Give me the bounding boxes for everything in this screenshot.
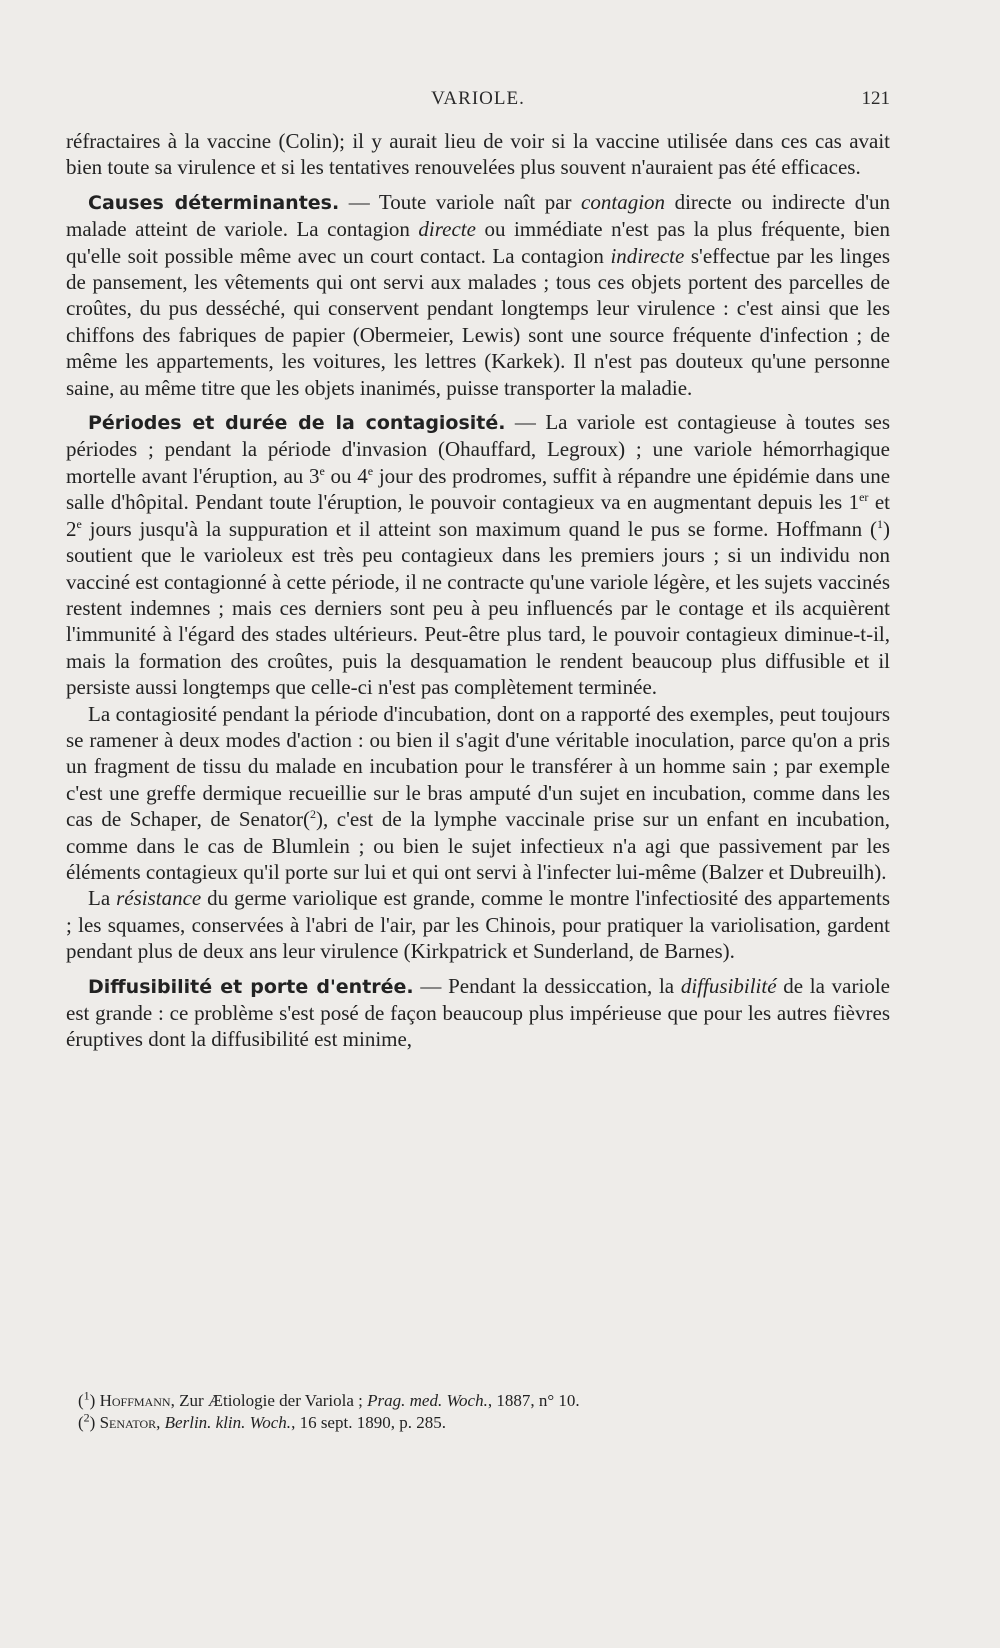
running-title: VARIOLE. xyxy=(431,88,525,109)
page-number: 121 xyxy=(861,88,890,109)
footnote-ref: 1 xyxy=(877,516,883,531)
footnote-1: ($^1$) Hoffmann, Zur Ætiologie der Variola ; Prag. med. Woch., 1887, n° 10. xyxy=(78,1388,580,1410)
paragraph-resistance: La résistance du germe variolique est grande, comme le montre l'infectiosité des appartements ; les squames, conservées à l'abri de l'air, par les Chinois, pour pratiquer la variolisation, gardent pendant plus de deux ans leur virulence (Kirkpatrick et Sunderland, de Barnes). xyxy=(66,886,890,964)
footnote-ref: 2 xyxy=(309,807,316,822)
section-heading: Diffusibilité et porte d'entrée. xyxy=(88,975,414,998)
section-periodes: Périodes et durée de la contagiosité. — La variole est contagieuse à toutes ses périodes ; pendant la période d'invasion (Ohauffard, Legroux) ; une variole hémorrhagique mortelle avant l'éruption, au 3e ou 4e jour des prodromes, suffit à répandre une épidémie dans une salle d'hôpital. Pendant toute l'éruption, le pouvoir contagieux va en augmentant depuis les 1er et 2e jours jusqu'à la suppuration et il atteint son maximum quand le pus se forme. Hoffmann ($^1$) soutient que le varioleux est très peu contagieux dans les premiers jours ; si un individu non vacciné est contagionné à cette période, il ne contracte qu'une variole légère, et les sujets vaccinés restent indemnes ; mais ces derniers sont peu à peu influencés par le contage et ils acquièrent l'immunité à l'égard des stades ultérieurs. Peut-être plus tard, le pouvoir contagieux diminue-t-il, mais la formation des croûtes, puis la desquamation le rendent beaucoup plus diffusible et il persiste aussi longtemps que celle-ci n'est pas complètement terminée. xyxy=(66,410,891,700)
footnote-2: ($^2$) Senator, Berlin. klin. Woch., 16 sept. 1890, p. 285. xyxy=(78,1410,446,1432)
section-heading: Causes déterminantes. xyxy=(88,191,340,214)
paragraph-continuation: réfractaires à la vaccine (Colin); il y aurait lieu de voir si la vaccine utilisée dans ces cas avait bien toute sa virulence et si les tentatives renouvelées plus souvent n'auraient pas été efficaces. xyxy=(66,129,890,180)
section-diffusibilite: Diffusibilité et porte d'entrée. — Pendant la dessiccation, la diffusibilité de la variole est grande : ce problème s'est posé de façon beaucoup plus impérieuse que pour les autres fièvres éruptives dont la diffusibilité est minime, xyxy=(66,973,890,1052)
section-causes: Causes déterminantes. — Toute variole naît par contagion directe ou indirecte d'un malade atteint de variole. La contagion directe ou immédiate n'est pas la plus fréquente, bien qu'elle soit possible même avec un court contact. La contagion indirecte s'effectue par les linges de pansement, les vêtements qui ont servi aux malades ; tous ces objets portent des parcelles de croûtes, du pus desséché, qui conservent pendant longtemps leur virulence : c'est ainsi que les chiffons des fabriques de papier (Obermeier, Lewis) sont une source fréquente d'infection ; de même les appartements, les voitures, les lettres (Karkek). Il n'est pas douteux qu'une personne saine, au même titre que les objets inanimés, puisse transporter la maladie. xyxy=(66,189,890,400)
main-text xyxy=(66,128,890,1053)
running-header xyxy=(66,88,890,118)
section-heading: Périodes et durée de la contagiosité. xyxy=(88,412,506,435)
footnotes xyxy=(78,1390,890,1434)
paragraph-incubation: La contagiosité pendant la période d'incubation, dont on a rapporté des exemples, peut toujours se ramener à deux modes d'action : ou bien il s'agit d'une véritable inoculation, parce qu'on a pris un fragment de tissu du malade en incubation pour le transférer à un homme sain ; par exemple c'est une greffe dermique recueillie sur le bras amputé d'un sujet en incubation, comme dans les cas de Schaper, de Senator($^2$), c'est de la lymphe vaccinale prise sur un enfant en incubation, comme dans le cas de Blumlein ; ou bien le sujet infectieux n'a agi que passivement par les éléments contagieux qu'il porte sur lui et qui ont servi à l'infecter lui-même (Balzer et Dubreuilh). xyxy=(66,701,890,884)
